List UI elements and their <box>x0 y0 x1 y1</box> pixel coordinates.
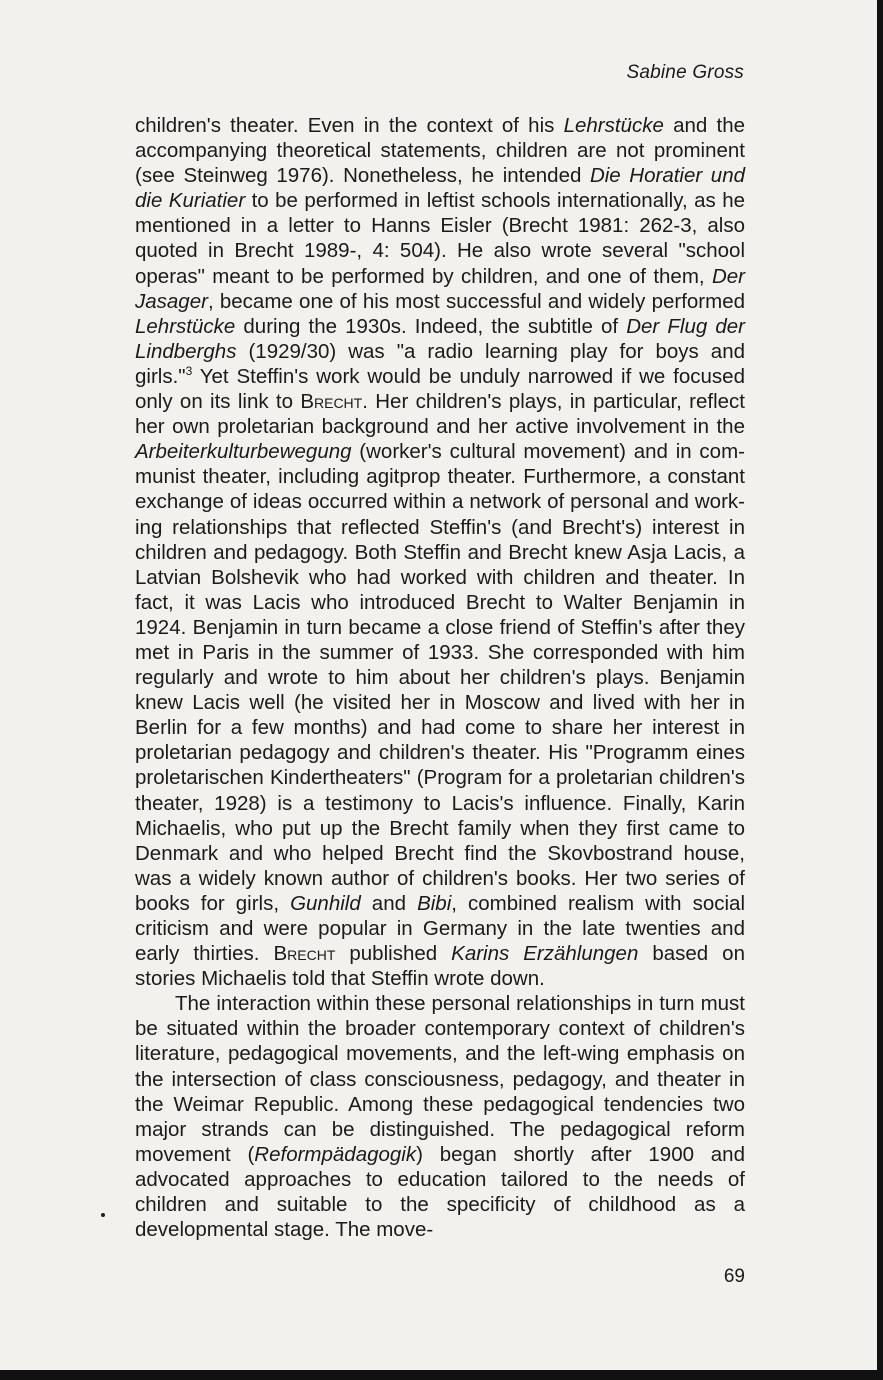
running-head-author: Sabine Gross <box>626 62 744 83</box>
text-run: Gunhild <box>290 891 361 915</box>
text-run: Der Flug der Lindberghs <box>135 314 745 363</box>
paragraph-2 <box>135 991 745 1242</box>
text-run: Reformpädagogik <box>254 1142 417 1166</box>
text-run: Brecht <box>300 390 363 414</box>
text-run: , combined realism with social criticism and were popular in Germany in the late twenties and early thirties. <box>135 891 745 966</box>
page-edge-bottom <box>0 1370 883 1380</box>
text-run: during the 1930s. Indeed, the subtitle of <box>235 314 627 338</box>
text-run: published <box>335 942 452 966</box>
text-run: and <box>360 891 418 915</box>
text-run: Lehrstücke <box>563 114 664 137</box>
text-run: Arbeiterkulturbewegung <box>135 440 352 464</box>
text-run: ) began shortly after 1900 and advocated approaches to education tailored to the needs of children and suitable to the specificity of childhood as a developmental stage. The move- <box>135 1142 745 1242</box>
text-run: (worker's cultural movement) and in communist theater, including agitprop theater. Furthermore, a constant exchange of ideas occurred within a network of personal and working relationships that reflected Steffin's (and Brecht's) interest in children and pedagogy. Both Steffin and Brecht knew Asja Lacis, a Latvian Bolshevik who had worked with children and theater. In fact, it was Lacis who introduced Brecht to Walter Benjamin in 1924. Benjamin in turn became a close friend of Steffin's after they met in Paris in the summer of 1933. She corresponded with him regularly and wrote to him about her children's plays. Benjamin knew Lacis well (he visited her in Moscow and lived with her in Berlin for a few months) and had come to share her interest in proletarian pedagogy and children's theater. His "Programm eines proletarischen Kindertheaters" (Program for a proletarian children's theater, 1928) is a testimony to Lacis's influence. Finally, Karin Michaelis, who put up the Brecht family when they first came to Denmark and who helped Brecht find the Skovbostrand house, was a widely known author of children's books. Her two series of books for girls, <box>135 440 745 915</box>
text-run: Bibi <box>417 891 452 915</box>
text-run: Yet Steffin's work would be unduly narrowed if we focused only on its link to <box>135 364 745 414</box>
text-run: children's theater. Even in the context of his <box>135 114 564 137</box>
page-edge-right <box>877 0 883 1380</box>
text-run: Die Horatier und die Kuriatier <box>135 164 745 213</box>
page-number: 69 <box>723 1266 745 1287</box>
text-run: Lehrstücke <box>135 314 236 338</box>
margin-dot-mark <box>101 1213 105 1217</box>
text-run: to be performed in leftist schools internationally, as he mentioned in a letter to Hanns Eisler (Brecht 1981: 262-3, also quoted in Brecht 1989-, 4: 504). He also wrote several "school operas" meant to be performed by children, and one of them, <box>135 189 745 288</box>
text-run: 3 <box>185 364 193 379</box>
text-run: Brecht <box>273 942 336 966</box>
text-run: Karins Erzählungen <box>451 942 639 966</box>
text-run: . Her children's plays, in particular, reflect her own proletarian background and her active involvement in the <box>135 390 745 439</box>
text-run: Der Jasager <box>135 264 745 313</box>
body-text <box>135 113 745 1242</box>
text-run: (1929/30) was "a radio learning play for boys and girls." <box>135 339 745 388</box>
text-run: , became one of his most successful and widely performed <box>207 289 745 313</box>
text-run: and the accompanying theoretical statements, children are not prominent (see Steinweg 1976). Nonetheless, he intended <box>135 114 745 188</box>
text-run: The interaction within these personal relationships in turn must be situated within the broader contemporary context of children's literature, pedagogical movements, and the left-wing emphasis on the intersection of class consciousness, pedagogy, and theater in the Weimar Republic. Among these pedagogical tendencies two major strands can be distinguished. The pedagogical reform movement ( <box>135 992 745 1166</box>
paragraph-1 <box>135 113 745 991</box>
text-run: based on stories Michaelis told that Steffin wrote down. <box>135 942 745 991</box>
